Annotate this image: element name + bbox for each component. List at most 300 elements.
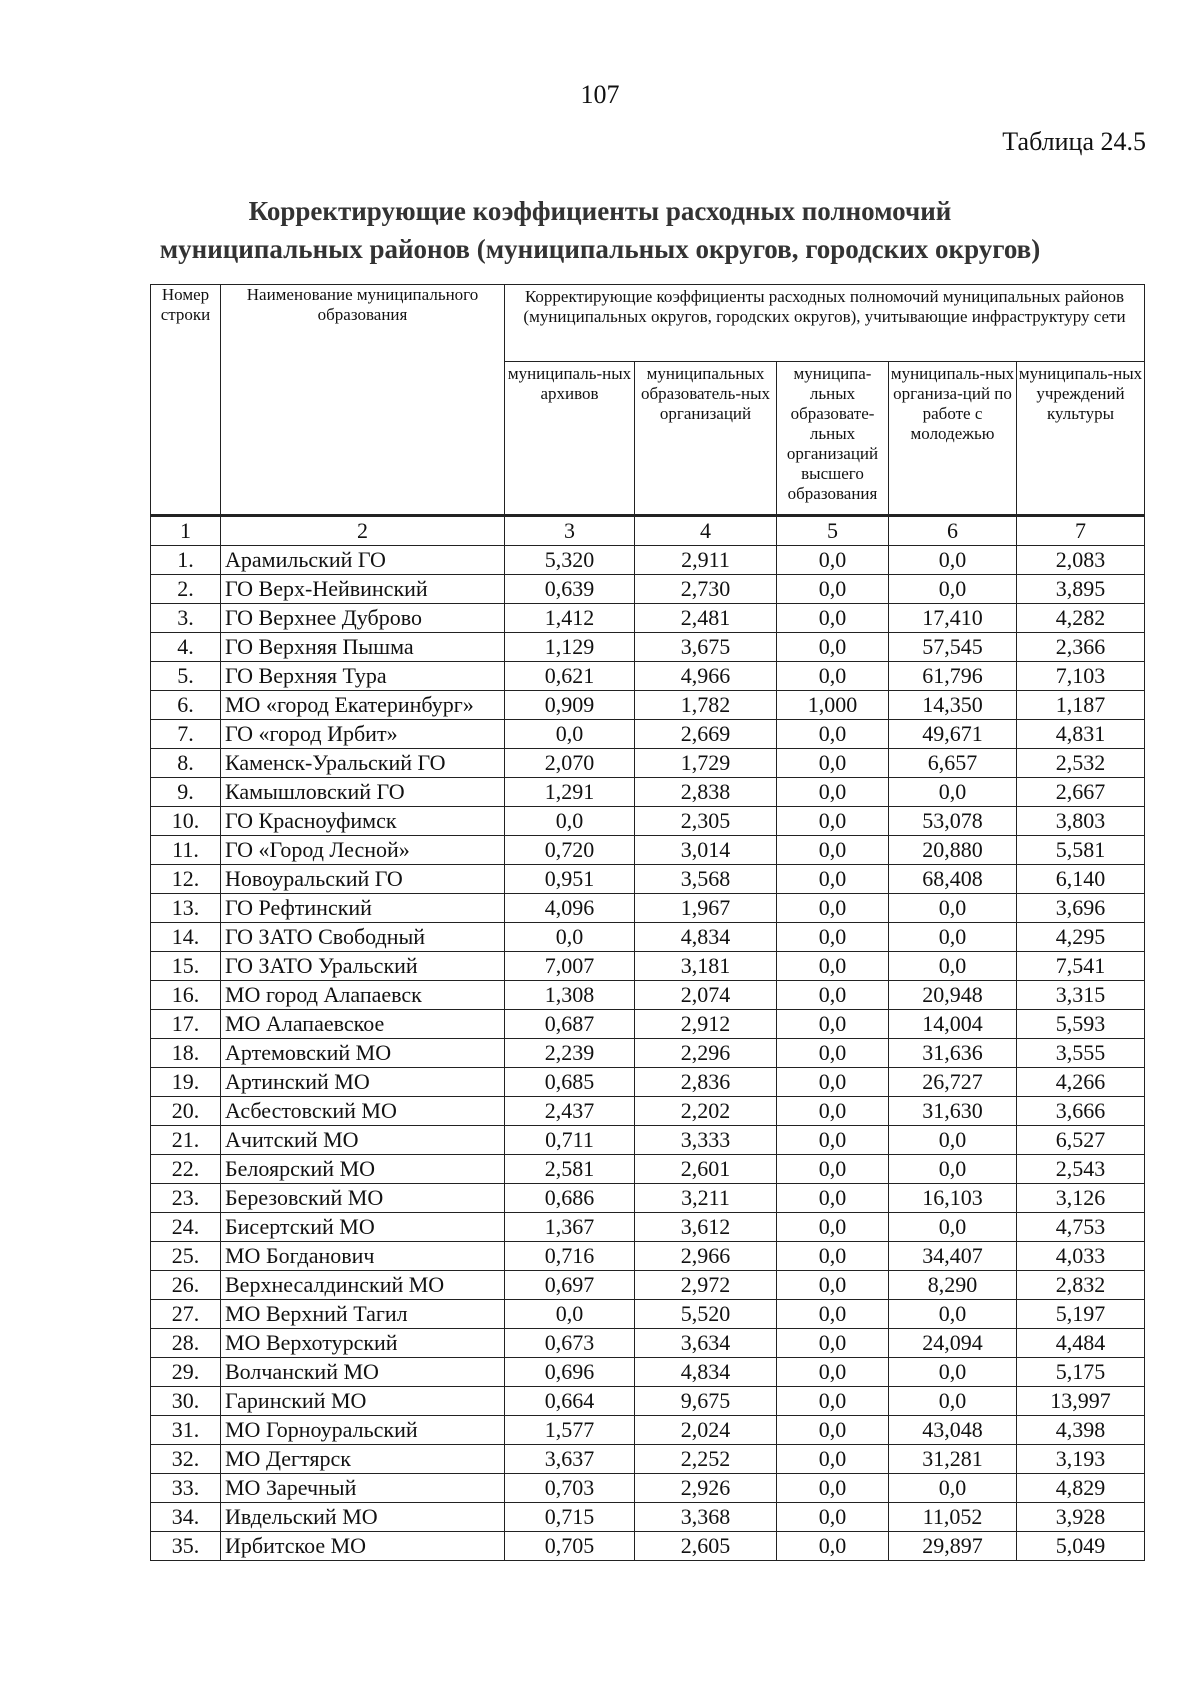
- youth-coef: 26,727: [889, 1068, 1017, 1097]
- municipality-name: Камышловский ГО: [221, 778, 505, 807]
- culture-coef: 4,282: [1017, 604, 1145, 633]
- youth-coef: 31,281: [889, 1445, 1017, 1474]
- youth-coef: 68,408: [889, 865, 1017, 894]
- row-number: 14.: [151, 923, 221, 952]
- higher-education-coef: 0,0: [777, 1329, 889, 1358]
- culture-coef: 5,175: [1017, 1358, 1145, 1387]
- archives-coef: 0,696: [505, 1358, 635, 1387]
- table-row: [151, 1445, 1145, 1474]
- municipality-name: МО Верхний Тагил: [221, 1300, 505, 1329]
- municipality-name: Бисертский МО: [221, 1213, 505, 1242]
- youth-coef: 57,545: [889, 633, 1017, 662]
- archives-coef: 2,239: [505, 1039, 635, 1068]
- archives-coef: 0,705: [505, 1532, 635, 1561]
- archives-coef: 2,070: [505, 749, 635, 778]
- youth-coef: 31,630: [889, 1097, 1017, 1126]
- row-number: 3.: [151, 604, 221, 633]
- municipality-name: Каменск-Уральский ГО: [221, 749, 505, 778]
- higher-education-coef: 0,0: [777, 1097, 889, 1126]
- table-row: [151, 633, 1145, 662]
- title-line-1: Корректирующие коэффициенты расходных полномочий: [248, 196, 952, 226]
- municipality-name: Ачитский МО: [221, 1126, 505, 1155]
- row-number: 15.: [151, 952, 221, 981]
- title-line-2: муниципальных районов (муниципальных округов, городских округов): [159, 234, 1041, 264]
- row-number: 13.: [151, 894, 221, 923]
- archives-coef: 1,577: [505, 1416, 635, 1445]
- education-coef: 3,211: [635, 1184, 777, 1213]
- archives-coef: 0,716: [505, 1242, 635, 1271]
- table-row: [151, 1503, 1145, 1532]
- archives-coef: 1,129: [505, 633, 635, 662]
- education-coef: 2,605: [635, 1532, 777, 1561]
- archives-coef: 0,720: [505, 836, 635, 865]
- education-coef: 4,834: [635, 1358, 777, 1387]
- education-coef: 1,782: [635, 691, 777, 720]
- row-number: 6.: [151, 691, 221, 720]
- column-number: 2: [221, 516, 505, 546]
- row-number: 19.: [151, 1068, 221, 1097]
- youth-coef: 0,0: [889, 952, 1017, 981]
- higher-education-coef: 0,0: [777, 720, 889, 749]
- youth-coef: 0,0: [889, 1213, 1017, 1242]
- row-number: 4.: [151, 633, 221, 662]
- row-number: 5.: [151, 662, 221, 691]
- youth-coef: 53,078: [889, 807, 1017, 836]
- row-number: 29.: [151, 1358, 221, 1387]
- education-coef: 2,730: [635, 575, 777, 604]
- culture-coef: 6,140: [1017, 865, 1145, 894]
- culture-coef: 4,398: [1017, 1416, 1145, 1445]
- youth-coef: 0,0: [889, 1300, 1017, 1329]
- archives-coef: 0,0: [505, 720, 635, 749]
- culture-coef: 3,928: [1017, 1503, 1145, 1532]
- higher-education-coef: 0,0: [777, 1300, 889, 1329]
- archives-coef: 1,412: [505, 604, 635, 633]
- culture-coef: 3,895: [1017, 575, 1145, 604]
- table-row: [151, 1242, 1145, 1271]
- row-number: 28.: [151, 1329, 221, 1358]
- municipality-name: Асбестовский МО: [221, 1097, 505, 1126]
- youth-coef: 20,880: [889, 836, 1017, 865]
- municipality-name: ГО «город Ирбит»: [221, 720, 505, 749]
- archives-coef: 3,637: [505, 1445, 635, 1474]
- row-number: 34.: [151, 1503, 221, 1532]
- culture-coef: 3,315: [1017, 981, 1145, 1010]
- table-title: [0, 192, 1200, 268]
- column-number: 3: [505, 516, 635, 546]
- table-row: [151, 575, 1145, 604]
- row-number: 11.: [151, 836, 221, 865]
- culture-coef: 2,532: [1017, 749, 1145, 778]
- municipality-name: ГО Красноуфимск: [221, 807, 505, 836]
- youth-coef: 61,796: [889, 662, 1017, 691]
- archives-coef: 7,007: [505, 952, 635, 981]
- youth-coef: 0,0: [889, 778, 1017, 807]
- municipality-name: Артинский МО: [221, 1068, 505, 1097]
- row-number: 8.: [151, 749, 221, 778]
- education-coef: 4,834: [635, 923, 777, 952]
- youth-coef: 0,0: [889, 1387, 1017, 1416]
- education-coef: 2,669: [635, 720, 777, 749]
- higher-education-coef: 0,0: [777, 778, 889, 807]
- archives-coef: 0,909: [505, 691, 635, 720]
- table-row: [151, 662, 1145, 691]
- municipality-name: Арамильский ГО: [221, 546, 505, 575]
- youth-coef: 43,048: [889, 1416, 1017, 1445]
- youth-coef: 31,636: [889, 1039, 1017, 1068]
- education-coef: 4,966: [635, 662, 777, 691]
- culture-coef: 3,696: [1017, 894, 1145, 923]
- archives-coef: 0,664: [505, 1387, 635, 1416]
- municipality-name: Артемовский МО: [221, 1039, 505, 1068]
- row-number: 1.: [151, 546, 221, 575]
- municipality-name: ГО «Город Лесной»: [221, 836, 505, 865]
- higher-education-coef: 0,0: [777, 575, 889, 604]
- higher-education-coef: 0,0: [777, 1010, 889, 1039]
- table-row: [151, 1184, 1145, 1213]
- education-coef: 9,675: [635, 1387, 777, 1416]
- municipality-name: Волчанский МО: [221, 1358, 505, 1387]
- municipality-name: Новоуральский ГО: [221, 865, 505, 894]
- youth-coef: 6,657: [889, 749, 1017, 778]
- culture-coef: 4,266: [1017, 1068, 1145, 1097]
- culture-coef: 2,832: [1017, 1271, 1145, 1300]
- youth-coef: 0,0: [889, 1358, 1017, 1387]
- higher-education-coef: 0,0: [777, 1068, 889, 1097]
- row-number: 22.: [151, 1155, 221, 1184]
- culture-coef: 7,541: [1017, 952, 1145, 981]
- municipality-name: МО Алапаевское: [221, 1010, 505, 1039]
- archives-coef: 0,715: [505, 1503, 635, 1532]
- higher-education-coef: 0,0: [777, 1445, 889, 1474]
- education-coef: 2,926: [635, 1474, 777, 1503]
- culture-coef: 13,997: [1017, 1387, 1145, 1416]
- youth-coef: 16,103: [889, 1184, 1017, 1213]
- municipality-name: ГО Верхняя Тура: [221, 662, 505, 691]
- education-coef: 5,520: [635, 1300, 777, 1329]
- higher-education-coef: 0,0: [777, 1126, 889, 1155]
- archives-coef: 0,639: [505, 575, 635, 604]
- row-number: 9.: [151, 778, 221, 807]
- municipality-name: МО Богданович: [221, 1242, 505, 1271]
- education-coef: 2,912: [635, 1010, 777, 1039]
- municipality-name: ГО Рефтинский: [221, 894, 505, 923]
- culture-coef: 4,753: [1017, 1213, 1145, 1242]
- youth-coef: 29,897: [889, 1532, 1017, 1561]
- higher-education-coef: 0,0: [777, 1155, 889, 1184]
- higher-education-coef: 0,0: [777, 749, 889, 778]
- youth-coef: 0,0: [889, 1474, 1017, 1503]
- table-row: [151, 778, 1145, 807]
- table-label: Таблица 24.5: [1002, 127, 1146, 156]
- row-number: 21.: [151, 1126, 221, 1155]
- table-body: [151, 546, 1145, 1561]
- archives-coef: 1,308: [505, 981, 635, 1010]
- page-number: 107: [580, 80, 620, 109]
- archives-coef: 1,367: [505, 1213, 635, 1242]
- education-coef: 2,074: [635, 981, 777, 1010]
- higher-education-coef: 0,0: [777, 923, 889, 952]
- municipality-name: МО город Алапаевск: [221, 981, 505, 1010]
- archives-coef: 0,0: [505, 807, 635, 836]
- higher-education-coef: 0,0: [777, 1503, 889, 1532]
- table-row: [151, 1155, 1145, 1184]
- youth-coef: 0,0: [889, 1126, 1017, 1155]
- table-row: [151, 981, 1145, 1010]
- education-coef: 2,911: [635, 546, 777, 575]
- education-coef: 3,333: [635, 1126, 777, 1155]
- table-row: [151, 865, 1145, 894]
- education-coef: 2,024: [635, 1416, 777, 1445]
- education-coef: 2,601: [635, 1155, 777, 1184]
- table-row: [151, 836, 1145, 865]
- culture-coef: 3,803: [1017, 807, 1145, 836]
- culture-coef: 4,295: [1017, 923, 1145, 952]
- higher-education-coef: 0,0: [777, 1242, 889, 1271]
- education-coef: 3,612: [635, 1213, 777, 1242]
- table-row: [151, 1387, 1145, 1416]
- table-row: [151, 1039, 1145, 1068]
- culture-coef: 2,083: [1017, 546, 1145, 575]
- youth-coef: 14,350: [889, 691, 1017, 720]
- higher-education-coef: 0,0: [777, 633, 889, 662]
- education-coef: 2,836: [635, 1068, 777, 1097]
- youth-coef: 0,0: [889, 575, 1017, 604]
- municipality-name: Гаринский МО: [221, 1387, 505, 1416]
- municipality-name: Верхнесалдинский МО: [221, 1271, 505, 1300]
- archives-coef: 0,621: [505, 662, 635, 691]
- education-coef: 2,966: [635, 1242, 777, 1271]
- table-row: [151, 807, 1145, 836]
- municipality-name: Ивдельский МО: [221, 1503, 505, 1532]
- row-number: 27.: [151, 1300, 221, 1329]
- header-row-number: Номер строки: [151, 285, 221, 516]
- archives-coef: 0,685: [505, 1068, 635, 1097]
- education-coef: 2,296: [635, 1039, 777, 1068]
- archives-coef: 4,096: [505, 894, 635, 923]
- higher-education-coef: 0,0: [777, 1387, 889, 1416]
- row-number: 23.: [151, 1184, 221, 1213]
- archives-coef: 5,320: [505, 546, 635, 575]
- education-coef: 2,202: [635, 1097, 777, 1126]
- archives-coef: 0,0: [505, 923, 635, 952]
- municipality-name: ГО Верхнее Дуброво: [221, 604, 505, 633]
- culture-coef: 5,197: [1017, 1300, 1145, 1329]
- row-number: 24.: [151, 1213, 221, 1242]
- header-col6: муниципаль-ных организа-ций по работе с молодежью: [889, 362, 1017, 516]
- youth-coef: 24,094: [889, 1329, 1017, 1358]
- education-coef: 3,675: [635, 633, 777, 662]
- higher-education-coef: 0,0: [777, 894, 889, 923]
- higher-education-coef: 1,000: [777, 691, 889, 720]
- culture-coef: 4,829: [1017, 1474, 1145, 1503]
- archives-coef: 0,686: [505, 1184, 635, 1213]
- column-number: 6: [889, 516, 1017, 546]
- column-number: 4: [635, 516, 777, 546]
- youth-coef: 17,410: [889, 604, 1017, 633]
- municipality-name: ГО ЗАТО Свободный: [221, 923, 505, 952]
- table-row: [151, 720, 1145, 749]
- row-number: 7.: [151, 720, 221, 749]
- culture-coef: 7,103: [1017, 662, 1145, 691]
- archives-coef: 1,291: [505, 778, 635, 807]
- table-row: [151, 923, 1145, 952]
- youth-coef: 8,290: [889, 1271, 1017, 1300]
- row-number: 10.: [151, 807, 221, 836]
- row-number: 33.: [151, 1474, 221, 1503]
- archives-coef: 2,437: [505, 1097, 635, 1126]
- education-coef: 2,252: [635, 1445, 777, 1474]
- row-number: 31.: [151, 1416, 221, 1445]
- higher-education-coef: 0,0: [777, 546, 889, 575]
- youth-coef: 0,0: [889, 546, 1017, 575]
- higher-education-coef: 0,0: [777, 1184, 889, 1213]
- row-number: 18.: [151, 1039, 221, 1068]
- column-number: 5: [777, 516, 889, 546]
- culture-coef: 3,666: [1017, 1097, 1145, 1126]
- row-number: 12.: [151, 865, 221, 894]
- header-col5: муниципа-льных образовате-льных организаций высшего образования: [777, 362, 889, 516]
- archives-coef: 0,951: [505, 865, 635, 894]
- higher-education-coef: 0,0: [777, 1358, 889, 1387]
- table-row: [151, 1126, 1145, 1155]
- archives-coef: 0,711: [505, 1126, 635, 1155]
- municipality-name: ГО Верхняя Пышма: [221, 633, 505, 662]
- table-row: [151, 952, 1145, 981]
- column-number-row: [151, 516, 1145, 546]
- youth-coef: 0,0: [889, 894, 1017, 923]
- row-number: 2.: [151, 575, 221, 604]
- education-coef: 3,568: [635, 865, 777, 894]
- row-number: 20.: [151, 1097, 221, 1126]
- higher-education-coef: 0,0: [777, 865, 889, 894]
- table-row: [151, 1097, 1145, 1126]
- row-number: 16.: [151, 981, 221, 1010]
- education-coef: 3,634: [635, 1329, 777, 1358]
- column-number: 7: [1017, 516, 1145, 546]
- culture-coef: 5,049: [1017, 1532, 1145, 1561]
- culture-coef: 1,187: [1017, 691, 1145, 720]
- table-row: [151, 1532, 1145, 1561]
- culture-coef: 5,581: [1017, 836, 1145, 865]
- municipality-name: МО Верхотурский: [221, 1329, 505, 1358]
- higher-education-coef: 0,0: [777, 604, 889, 633]
- youth-coef: 20,948: [889, 981, 1017, 1010]
- culture-coef: 4,831: [1017, 720, 1145, 749]
- municipality-name: МО Дегтярск: [221, 1445, 505, 1474]
- higher-education-coef: 0,0: [777, 1213, 889, 1242]
- higher-education-coef: 0,0: [777, 1039, 889, 1068]
- culture-coef: 6,527: [1017, 1126, 1145, 1155]
- youth-coef: 34,407: [889, 1242, 1017, 1271]
- archives-coef: 0,697: [505, 1271, 635, 1300]
- header-col4: муниципальных образователь-ных организаций: [635, 362, 777, 516]
- row-number: 25.: [151, 1242, 221, 1271]
- higher-education-coef: 0,0: [777, 981, 889, 1010]
- culture-coef: 5,593: [1017, 1010, 1145, 1039]
- archives-coef: 0,0: [505, 1300, 635, 1329]
- table-row: [151, 1300, 1145, 1329]
- culture-coef: 2,543: [1017, 1155, 1145, 1184]
- municipality-name: МО Горноуральский: [221, 1416, 505, 1445]
- youth-coef: 0,0: [889, 923, 1017, 952]
- column-number: 1: [151, 516, 221, 546]
- municipality-name: МО Заречный: [221, 1474, 505, 1503]
- table-row: [151, 546, 1145, 575]
- youth-coef: 49,671: [889, 720, 1017, 749]
- higher-education-coef: 0,0: [777, 1271, 889, 1300]
- table-row: [151, 1416, 1145, 1445]
- table-row: [151, 691, 1145, 720]
- row-number: 26.: [151, 1271, 221, 1300]
- higher-education-coef: 0,0: [777, 1532, 889, 1561]
- culture-coef: 4,484: [1017, 1329, 1145, 1358]
- table-row: [151, 1329, 1145, 1358]
- header-col3: муниципаль-ных архивов: [505, 362, 635, 516]
- header-group: Корректирующие коэффициенты расходных полномочий муниципальных районов (муниципальных округов, городских округов), учитывающие инфраструктуру сети: [505, 285, 1145, 362]
- archives-coef: 0,703: [505, 1474, 635, 1503]
- municipality-name: Ирбитское МО: [221, 1532, 505, 1561]
- education-coef: 2,972: [635, 1271, 777, 1300]
- archives-coef: 0,687: [505, 1010, 635, 1039]
- municipality-name: Березовский МО: [221, 1184, 505, 1213]
- table-row: [151, 1358, 1145, 1387]
- row-number: 17.: [151, 1010, 221, 1039]
- higher-education-coef: 0,0: [777, 662, 889, 691]
- higher-education-coef: 0,0: [777, 836, 889, 865]
- youth-coef: 0,0: [889, 1155, 1017, 1184]
- municipality-name: ГО Верх-Нейвинский: [221, 575, 505, 604]
- archives-coef: 0,673: [505, 1329, 635, 1358]
- education-coef: 3,014: [635, 836, 777, 865]
- table-row: [151, 1474, 1145, 1503]
- education-coef: 1,729: [635, 749, 777, 778]
- table-row: [151, 1213, 1145, 1242]
- culture-coef: 2,366: [1017, 633, 1145, 662]
- municipality-name: Белоярский МО: [221, 1155, 505, 1184]
- header-name: Наименование муниципального образования: [221, 285, 505, 516]
- table-row: [151, 1271, 1145, 1300]
- education-coef: 2,305: [635, 807, 777, 836]
- higher-education-coef: 0,0: [777, 1474, 889, 1503]
- higher-education-coef: 0,0: [777, 952, 889, 981]
- table-row: [151, 749, 1145, 778]
- culture-coef: 4,033: [1017, 1242, 1145, 1271]
- education-coef: 3,368: [635, 1503, 777, 1532]
- municipality-name: МО «город Екатеринбург»: [221, 691, 505, 720]
- culture-coef: 2,667: [1017, 778, 1145, 807]
- education-coef: 2,838: [635, 778, 777, 807]
- coefficients-table: [150, 284, 1145, 1561]
- table-row: [151, 1010, 1145, 1039]
- header-col7: муниципаль-ных учреждений культуры: [1017, 362, 1145, 516]
- row-number: 30.: [151, 1387, 221, 1416]
- table-row: [151, 894, 1145, 923]
- row-number: 32.: [151, 1445, 221, 1474]
- youth-coef: 14,004: [889, 1010, 1017, 1039]
- higher-education-coef: 0,0: [777, 807, 889, 836]
- archives-coef: 2,581: [505, 1155, 635, 1184]
- education-coef: 1,967: [635, 894, 777, 923]
- youth-coef: 11,052: [889, 1503, 1017, 1532]
- education-coef: 3,181: [635, 952, 777, 981]
- table-row: [151, 604, 1145, 633]
- municipality-name: ГО ЗАТО Уральский: [221, 952, 505, 981]
- culture-coef: 3,555: [1017, 1039, 1145, 1068]
- higher-education-coef: 0,0: [777, 1416, 889, 1445]
- row-number: 35.: [151, 1532, 221, 1561]
- table-row: [151, 1068, 1145, 1097]
